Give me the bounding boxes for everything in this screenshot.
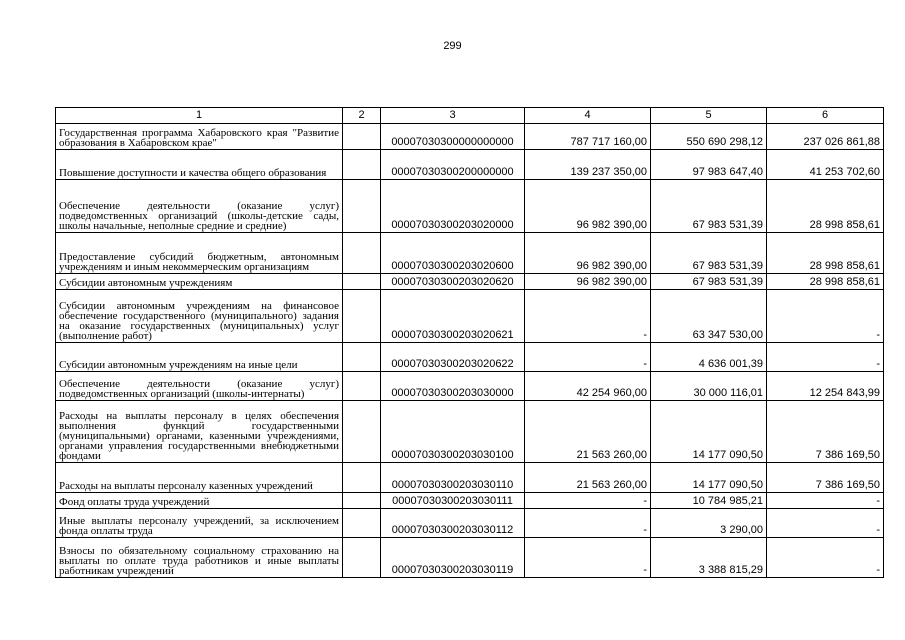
table-row (56, 274, 884, 290)
row-value-4: 787 717 160,00 (525, 124, 651, 150)
row-col2 (343, 150, 381, 180)
row-col2 (343, 509, 381, 538)
row-col2 (343, 180, 381, 233)
row-value-4: 21 563 260,00 (525, 463, 651, 493)
table-row (56, 493, 884, 509)
row-value-6: 237 026 861,88 (767, 124, 884, 150)
row-value-5: 3 388 815,29 (651, 538, 767, 578)
row-code: 00007030300000000000 (381, 124, 525, 150)
column-header: 1 (56, 108, 343, 124)
row-value-5: 4 636 001,39 (651, 343, 767, 372)
row-value-6: 41 253 702,60 (767, 150, 884, 180)
table-row (56, 180, 884, 233)
row-col2 (343, 233, 381, 274)
row-col2 (343, 372, 381, 401)
table-row (56, 150, 884, 180)
row-code: 00007030300203030112 (381, 509, 525, 538)
column-header: 4 (525, 108, 651, 124)
row-code: 00007030300203020621 (381, 290, 525, 343)
row-value-6: 7 386 169,50 (767, 401, 884, 463)
row-name: Обеспечение деятельности (оказание услуг) подведомственных организаций (школы-детские сады, школы начальные, неполные средние и средние) (56, 180, 343, 233)
row-value-4: - (525, 343, 651, 372)
row-col2 (343, 493, 381, 509)
row-name: Субсидии автономным учреждениям на иные цели (56, 343, 343, 372)
column-header: 2 (343, 108, 381, 124)
row-value-6: 28 998 858,61 (767, 274, 884, 290)
table-row (56, 290, 884, 343)
row-value-4: 139 237 350,00 (525, 150, 651, 180)
row-col2 (343, 538, 381, 578)
row-value-6: - (767, 290, 884, 343)
column-header: 6 (767, 108, 884, 124)
row-code: 00007030300203020620 (381, 274, 525, 290)
row-value-5: 30 000 116,01 (651, 372, 767, 401)
row-value-4: - (525, 493, 651, 509)
row-name: Субсидии автономным учреждениям на финансовое обеспечение государственного (муниципального) задания на оказание государственных (муниципальных) услуг (выполнение работ) (56, 290, 343, 343)
row-value-4: - (525, 538, 651, 578)
row-value-5: 550 690 298,12 (651, 124, 767, 150)
row-col2 (343, 290, 381, 343)
row-col2 (343, 124, 381, 150)
row-code: 00007030300203030100 (381, 401, 525, 463)
table-row (56, 538, 884, 578)
row-value-5: 14 177 090,50 (651, 401, 767, 463)
row-value-6: - (767, 509, 884, 538)
row-name: Расходы на выплаты персоналу казенных учреждений (56, 463, 343, 493)
row-value-4: 96 982 390,00 (525, 274, 651, 290)
row-code: 00007030300203020000 (381, 180, 525, 233)
row-value-5: 3 290,00 (651, 509, 767, 538)
table-row (56, 463, 884, 493)
table-row (56, 401, 884, 463)
column-header: 5 (651, 108, 767, 124)
table-row (56, 372, 884, 401)
row-value-5: 10 784 985,21 (651, 493, 767, 509)
row-value-4: 96 982 390,00 (525, 180, 651, 233)
row-value-5: 67 983 531,39 (651, 274, 767, 290)
row-col2 (343, 274, 381, 290)
row-name: Повышение доступности и качества общего образования (56, 150, 343, 180)
row-col2 (343, 401, 381, 463)
row-value-6: 12 254 843,99 (767, 372, 884, 401)
row-name: Государственная программа Хабаровского края "Развитие образования в Хабаровском крае" (56, 124, 343, 150)
row-name: Взносы по обязательному социальному страхованию на выплаты по оплате труда работников и иные выплаты работникам учреждений (56, 538, 343, 578)
row-value-5: 97 983 647,40 (651, 150, 767, 180)
row-code: 00007030300203030119 (381, 538, 525, 578)
row-value-5: 67 983 531,39 (651, 180, 767, 233)
row-name: Субсидии автономным учреждениям (56, 274, 343, 290)
page-number: 299 (443, 40, 462, 52)
column-header: 3 (381, 108, 525, 124)
row-col2 (343, 463, 381, 493)
row-value-5: 63 347 530,00 (651, 290, 767, 343)
row-value-5: 14 177 090,50 (651, 463, 767, 493)
header-row (56, 108, 884, 124)
row-value-5: 67 983 531,39 (651, 233, 767, 274)
row-value-4: 42 254 960,00 (525, 372, 651, 401)
row-code: 00007030300200000000 (381, 150, 525, 180)
row-value-4: 96 982 390,00 (525, 233, 651, 274)
row-code: 00007030300203020622 (381, 343, 525, 372)
row-value-4: 21 563 260,00 (525, 401, 651, 463)
row-code: 00007030300203030111 (381, 493, 525, 509)
table-row (56, 124, 884, 150)
table-row (56, 343, 884, 372)
row-name: Иные выплаты персоналу учреждений, за исключением фонда оплаты труда (56, 509, 343, 538)
row-value-6: 28 998 858,61 (767, 180, 884, 233)
row-code: 00007030300203030110 (381, 463, 525, 493)
row-value-4: - (525, 509, 651, 538)
table-row (56, 233, 884, 274)
row-value-4: - (525, 290, 651, 343)
row-value-6: 7 386 169,50 (767, 463, 884, 493)
row-col2 (343, 343, 381, 372)
row-name: Обеспечение деятельности (оказание услуг) подведомственных организаций (школы-интернаты) (56, 372, 343, 401)
row-code: 00007030300203020600 (381, 233, 525, 274)
row-value-6: - (767, 538, 884, 578)
row-value-6: 28 998 858,61 (767, 233, 884, 274)
row-name: Предоставление субсидий бюджетным, автономным учреждениям и иным некоммерческим организациям (56, 233, 343, 274)
row-value-6: - (767, 343, 884, 372)
row-name: Расходы на выплаты персоналу в целях обеспечения выполнения функций государственными (муниципальными) органами, казенными учреждениями, органами управления государственными внебюджетными фондами (56, 401, 343, 463)
budget-table (55, 107, 884, 578)
row-value-6: - (767, 493, 884, 509)
row-name: Фонд оплаты труда учреждений (56, 493, 343, 509)
row-code: 00007030300203030000 (381, 372, 525, 401)
table-row (56, 509, 884, 538)
